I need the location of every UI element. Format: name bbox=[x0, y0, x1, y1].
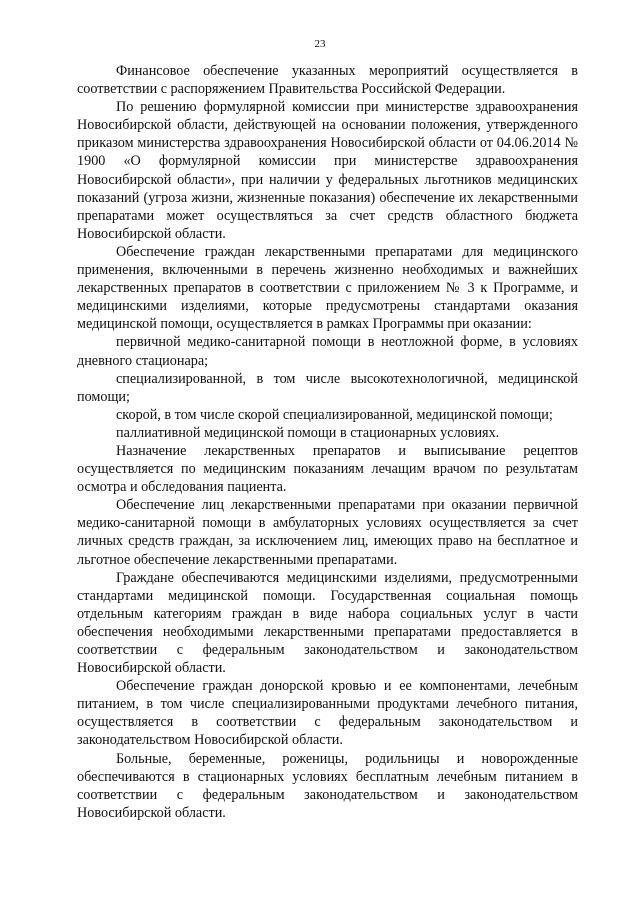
paragraph-medical-devices: Граждане обеспечиваются медицинскими изделиями, предусмотренными стандартами медицинской помощи. Государственная социальная помощь отдельным категориям граждан в виде набора социальных услуг в части обеспечения необходимыми лекарственными препаратами предоставляется в соответствии с федеральным законодательством и законодательством Новосибирской области. bbox=[77, 569, 578, 677]
paragraph-donor-blood: Обеспечение граждан донорской кровью и ее компонентами, лечебным питанием, в том числе специализированными продуктами лечебного питания, осуществляется в соответствии с федеральным законодательством и законодательством Новосибирской области. bbox=[77, 678, 578, 749]
paragraph-primary-care: первичной медико-санитарной помощи в неотложной форме, в условиях дневного стационара; bbox=[77, 334, 578, 369]
paragraph-emergency-care: скорой, в том числе скорой специализированной, медицинской помощи; bbox=[116, 406, 553, 423]
paragraph-formulary-commission: По решению формулярной комиссии при министерстве здравоохранения Новосибирской области, действующей на основании положения, утвержденного приказом министерства здравоохранения Новосибирской области от 04.06.2014 № 1900 «О формулярной комиссии при министерстве здравоохранения Новосибирской области», при наличии у федеральных льготников медицинских показаний (угроза жизни, жизненные показания) обеспечение их лекарственными препаратами может осуществляться за счет средств областного бюджета Новосибирской области. bbox=[77, 99, 578, 242]
paragraph-funding: Финансовое обеспечение указанных мероприятий осуществляется в соответствии с распоряжением Правительства Российской Федерации. bbox=[77, 63, 578, 98]
paragraph-palliative-care: паллиативной медицинской помощи в стационарных условиях. bbox=[116, 424, 500, 441]
paragraph-specialized-care: специализированной, в том числе высокотехнологичной, медицинской помощи; bbox=[77, 370, 578, 405]
document-body bbox=[77, 62, 578, 822]
paragraph-drug-provision: Обеспечение граждан лекарственными препаратами для медицинского применения, включенными в перечень жизненно необходимых и важнейших лекарственных препаратов в соответствии с приложением № 3 к Программе, и медицинскими изделиями, которые предусмотрены стандартами оказания медицинской помощи, осуществляется в рамках Программы при оказании: bbox=[77, 243, 578, 333]
paragraph-prescriptions: Назначение лекарственных препаратов и выписывание рецептов осуществляется по медицинским показаниям лечащим врачом по результатам осмотра и обследования пациента. bbox=[77, 442, 578, 496]
page-number: 23 bbox=[314, 38, 326, 50]
paragraph-outpatient-drugs: Обеспечение лиц лекарственными препаратами при оказании первичной медико-санитарной помощи в амбулаторных условиях осуществляется за счет личных средств граждан, за исключением лиц, имеющих право на бесплатное и льготное обеспечение лекарственными препаратами. bbox=[77, 497, 578, 568]
paragraph-nutrition: Больные, беременные, роженицы, родильницы и новорожденные обеспечиваются в стационарных условиях бесплатным лечебным питанием в соответствии с федеральным законодательством и законодательством Новосибирской области. bbox=[77, 750, 578, 821]
